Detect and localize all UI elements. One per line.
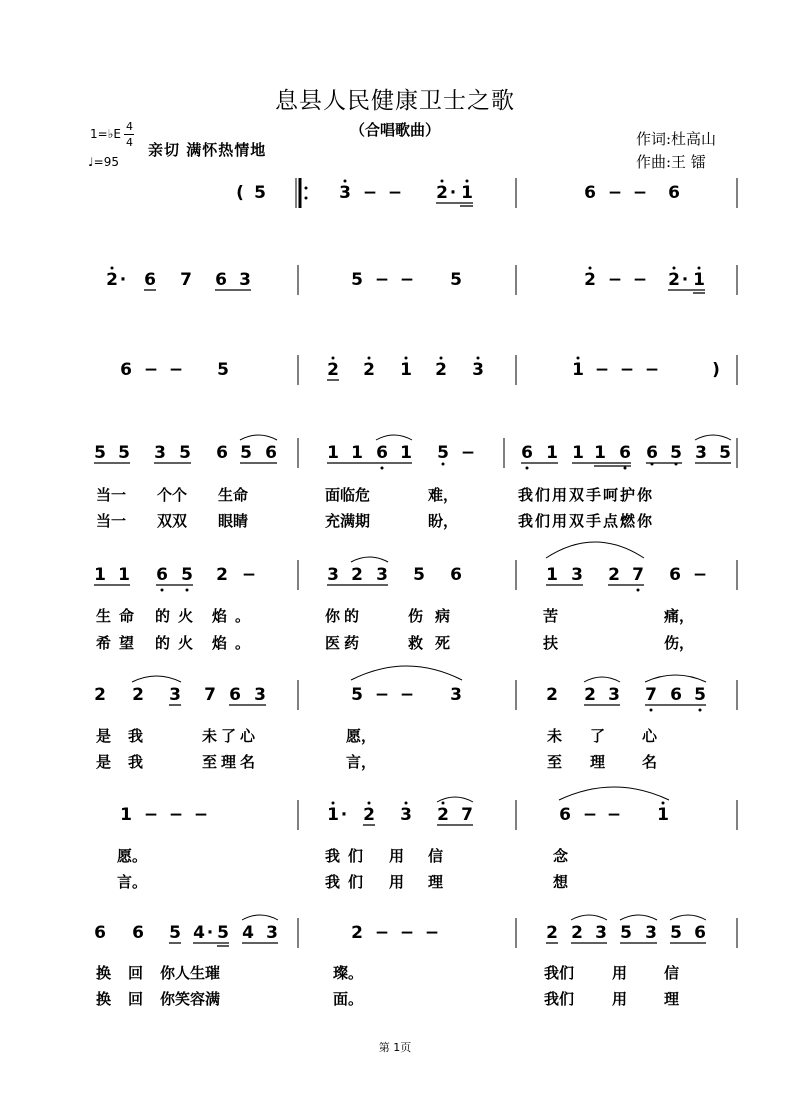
note-glyph: 5 [719,443,731,463]
lyric-8-v1-b: 回 [128,964,144,982]
note-glyph: − [460,443,476,463]
note-glyph: 5 [351,685,363,705]
note-glyph: 2 [436,183,448,203]
octave-dot-high [477,357,480,360]
lyric-5-v1-d: 你的 [325,607,364,625]
slur [571,915,607,920]
note-glyph: 6 [229,685,241,705]
slur [559,787,669,800]
lyric-5-v2-e: 救死 [408,634,463,652]
note-glyph: 3 [450,685,462,705]
note-glyph: 1 [400,443,412,463]
augmentation-dot: · [681,270,689,290]
note-glyph: 5 [118,443,130,463]
note-glyph: 5 [94,443,106,463]
lyric-5-v2-d: 医药 [325,634,364,652]
note-glyph: 5 [169,923,181,943]
octave-dot-high [577,357,580,360]
slur [584,677,620,682]
lyric-5-v1-b: 的火 [155,607,202,625]
note-glyph: 1 [351,443,363,463]
lyric-8-v2-c: 你笑容满 [160,990,221,1008]
lyric-4-v2-d: 充满期 [325,512,371,530]
augmentation-dot: · [206,923,214,943]
lyric-8-v2-f: 用 [612,990,628,1008]
lyric-5-v1-a: 生命 [96,607,143,625]
note-glyph: 3 [595,923,607,943]
paren-open: ( [236,183,244,203]
note-glyph: − [362,183,378,203]
lyric-6-v2-a: 是 [96,753,112,771]
lyric-8-v1-c: 你人生璀 [160,964,221,982]
lyric-7-v1-a: 愿。 [117,847,148,865]
paren-close: ) [712,360,720,380]
lyric-5-v2-c: 焰。 [212,634,259,652]
note-glyph: 3 [645,923,657,943]
note-glyph: 7 [632,565,644,585]
slur [546,542,644,558]
note-glyph: 3 [327,565,339,585]
slur [620,915,657,920]
note-glyph: 6 [619,443,631,463]
lyric-7-v1-d: 念 [553,847,569,865]
note-glyph: 5 [217,923,229,943]
note-glyph: 3 [608,685,620,705]
note-glyph: 3 [472,360,484,380]
note-glyph: − [168,805,184,825]
note-glyph: 1 [693,270,705,290]
note-glyph: 2 [546,685,558,705]
repeat-dot [305,187,308,190]
octave-dot-low [650,709,653,712]
lyric-6-v1-a: 是 [96,727,112,745]
note-glyph: 1 [572,443,584,463]
note-glyph: 3 [169,685,181,705]
note-glyph: 5 [254,183,266,203]
note-glyph: 3 [266,923,278,943]
note-glyph: 6 [132,923,144,943]
note-glyph: 6 [669,565,681,585]
composer-credit: 作曲:王 镭 [636,153,706,171]
octave-dot-low [442,463,445,466]
slur [376,435,412,440]
note-glyph: − [424,923,440,943]
octave-dot-high [441,180,444,183]
octave-dot-high [405,357,408,360]
octave-dot-low [161,589,164,592]
lyric-6-v2-b: 我 [128,753,144,771]
lyric-6-v2-c: 至理名 [202,753,260,771]
lyric-4-v2-b: 双双 [157,512,188,530]
note-glyph: 4 [193,923,205,943]
lyric-7-v1-b: 我们 [325,847,372,865]
note-glyph: 5 [413,565,425,585]
lyric-7-v2-d: 想 [553,873,569,891]
note-glyph: 1 [120,805,132,825]
octave-dot-high [344,180,347,183]
note-glyph: 2 [351,923,363,943]
note-glyph: 6 [646,443,658,463]
note-glyph: − [606,805,622,825]
note-glyph: 3 [695,443,707,463]
note-glyph: 6 [156,565,168,585]
lyric-8-v1-a: 换 [96,964,112,982]
page-number: 第 1页 [378,1041,412,1054]
note-glyph: − [607,183,623,203]
lyric-4-v1-e: 难， [428,486,459,504]
note-glyph: − [399,685,415,705]
lyric-6-v1-d: 愿， [346,727,377,745]
note-glyph: 1 [572,360,584,380]
note-glyph: 5 [240,443,252,463]
lyric-8-v2-b: 回 [128,990,144,1008]
slur [242,915,278,920]
octave-dot-low [526,467,529,470]
note-glyph: 3 [339,183,351,203]
note-glyph: 4 [242,923,254,943]
slur [351,557,388,562]
note-glyph: 2 [94,685,106,705]
note-glyph: 1 [400,360,412,380]
note-glyph: − [594,360,610,380]
note-glyph: 5 [450,270,462,290]
note-glyph: 2 [668,270,680,290]
augmentation-dot: · [449,183,457,203]
lyric-8-v2-d: 面。 [333,990,364,1008]
lyric-4-v1-a: 当一 [96,486,127,504]
octave-dot-high [368,802,371,805]
note-glyph: − [619,360,635,380]
slur [351,666,462,680]
note-glyph: − [632,183,648,203]
augmentation-dot: · [340,805,348,825]
note-glyph: 5 [437,443,449,463]
note-glyph: − [692,565,708,585]
slur [437,797,473,802]
tempo-marking: ♩=95 [88,155,119,169]
note-glyph: − [193,805,209,825]
note-glyph: 1 [546,565,558,585]
octave-dot-high [589,267,592,270]
lyric-5-v1-g: 痛， [664,607,695,625]
note-glyph: 5 [217,360,229,380]
note-glyph: 3 [239,270,251,290]
lyric-8-v1-f: 用 [612,964,628,982]
time-signature-bottom: 4 [126,136,133,149]
octave-dot-high [111,267,114,270]
lyric-7-v2-a: 言。 [117,873,148,891]
octave-dot-high [440,357,443,360]
note-glyph: 3 [254,685,266,705]
slur [645,675,706,682]
note-glyph: 2 [546,923,558,943]
note-glyph: 6 [559,805,571,825]
octave-dot-high [673,267,676,270]
note-glyph: 5 [694,685,706,705]
note-glyph: − [374,685,390,705]
note-glyph: − [632,270,648,290]
lyric-8-v2-g: 理 [664,990,680,1008]
repeat-dot [305,197,308,200]
note-glyph: 6 [376,443,388,463]
octave-dot-high [466,180,469,183]
note-glyph: 2 [584,270,596,290]
note-glyph: 7 [204,685,216,705]
note-glyph: 5 [179,443,191,463]
note-glyph: 2 [216,565,228,585]
song-subtitle: （合唱歌曲） [349,121,440,139]
lyric-4-v1-f: 我们用双手呵护你 [518,486,655,504]
lyric-4-v1-d: 面临危 [325,486,371,504]
lyric-8-v1-e: 我们 [544,964,575,982]
octave-dot-low [624,467,627,470]
lyric-8-v2-a: 换 [96,990,112,1008]
slur [240,435,277,440]
note-glyph: 1 [118,565,130,585]
note-glyph: 2 [132,685,144,705]
lyric-6-v1-c: 未了心 [202,727,260,745]
note-glyph: 6 [450,565,462,585]
lyric-6-v1-e: 未 [547,727,563,745]
note-glyph: 6 [215,270,227,290]
note-glyph: 5 [351,270,363,290]
octave-dot-high [662,802,665,805]
note-glyph: − [607,270,623,290]
note-glyph: 5 [181,565,193,585]
lyric-5-v2-f: 扶 [543,634,559,652]
note-glyph: 7 [645,685,657,705]
note-glyph: 2 [363,805,375,825]
note-glyph: 6 [584,183,596,203]
note-glyph: 1 [546,443,558,463]
note-glyph: 2 [584,685,596,705]
expression-marking: 亲切 满怀热情地 [148,141,267,159]
lyric-6-v2-g: 名 [642,753,658,771]
note-glyph: 6 [120,360,132,380]
lyric-4-v2-c: 眼睛 [218,512,249,530]
note-glyph: 7 [461,805,473,825]
octave-dot-low [699,709,702,712]
lyric-4-v2-a: 当一 [96,512,127,530]
note-glyph: 3 [154,443,166,463]
augmentation-dot: · [119,270,127,290]
octave-dot-low [186,589,189,592]
note-glyph: 6 [144,270,156,290]
note-glyph: − [399,923,415,943]
lyric-8-v1-g: 信 [664,964,680,982]
note-glyph: 2 [327,360,339,380]
note-glyph: 5 [670,923,682,943]
note-glyph: − [143,805,159,825]
notation-glyphs [94,183,731,943]
note-glyph: − [582,805,598,825]
octave-dot-high [368,357,371,360]
lyric-6-v1-f: 了 [590,727,606,745]
lyric-7-v2-c: 用理 [389,873,468,891]
slur [132,676,181,682]
lyric-5-v1-f: 苦 [543,607,559,625]
note-glyph: 6 [668,183,680,203]
lyric-5-v2-g: 伤， [664,634,695,652]
note-glyph: − [374,923,390,943]
note-glyph: 2 [363,360,375,380]
note-glyph: 6 [94,923,106,943]
note-glyph: 1 [327,443,339,463]
lyricist-credit: 作词:杜高山 [636,130,717,148]
note-glyph: − [143,360,159,380]
octave-dot-high [332,357,335,360]
note-glyph: − [241,565,257,585]
note-glyph: 6 [265,443,277,463]
octave-dot-high [698,267,701,270]
note-glyph: − [644,360,660,380]
lyric-5-v2-b: 的火 [155,634,202,652]
slur [670,915,706,920]
lyric-4-v1-c: 生命 [218,486,249,504]
note-glyph: 6 [670,685,682,705]
lyric-4-v2-f: 我们用双手点燃你 [518,512,655,530]
lyric-5-v2-a: 希望 [96,634,143,652]
note-glyph: 2 [106,270,118,290]
lyric-8-v1-d: 璨。 [333,964,364,982]
octave-dot-high [405,802,408,805]
octave-dot-high [442,802,445,805]
lyric-6-v1-g: 心 [642,727,658,745]
note-glyph: − [374,270,390,290]
note-glyph: 2 [437,805,449,825]
note-glyph: 1 [327,805,339,825]
note-glyph: 3 [400,805,412,825]
lyric-4-v2-e: 盼， [428,512,459,530]
note-glyph: 5 [670,443,682,463]
note-glyph: 1 [594,443,606,463]
note-glyph: 2 [571,923,583,943]
lyric-5-v1-c: 焰。 [212,607,259,625]
note-glyph: 2 [435,360,447,380]
slur [695,435,731,440]
note-glyph: 7 [180,270,192,290]
note-glyph: 6 [216,443,228,463]
note-glyph: 2 [608,565,620,585]
lyric-7-v2-b: 我们 [325,873,372,891]
note-glyph: − [399,270,415,290]
lyric-6-v2-f: 理 [590,753,606,771]
octave-dot-low [637,589,640,592]
lyric-6-v1-b: 我 [128,727,144,745]
lyric-6-v2-d: 言， [346,753,377,771]
key-signature: 1=♭E [90,127,121,141]
song-title: 息县人民健康卫士之歌 [275,88,515,114]
lyric-6-v2-e: 至 [547,753,563,771]
lyric-5-v1-e: 伤病 [408,607,463,625]
lyric-7-v1-c: 用信 [389,847,468,865]
notation-marks [94,178,737,948]
note-glyph: 5 [620,923,632,943]
note-glyph: 1 [461,183,473,203]
note-glyph: 3 [571,565,583,585]
note-glyph: − [387,183,403,203]
note-glyph: 6 [694,923,706,943]
lyric-4-v1-b: 个个 [157,486,188,504]
note-glyph: 6 [521,443,533,463]
note-glyph: 3 [376,565,388,585]
note-glyph: 1 [657,805,669,825]
octave-dot-high [332,802,335,805]
lyric-8-v2-e: 我们 [544,990,575,1008]
note-glyph: 2 [351,565,363,585]
time-signature-top: 4 [126,120,133,133]
octave-dot-low [381,467,384,470]
note-glyph: 1 [94,565,106,585]
note-glyph: − [168,360,184,380]
